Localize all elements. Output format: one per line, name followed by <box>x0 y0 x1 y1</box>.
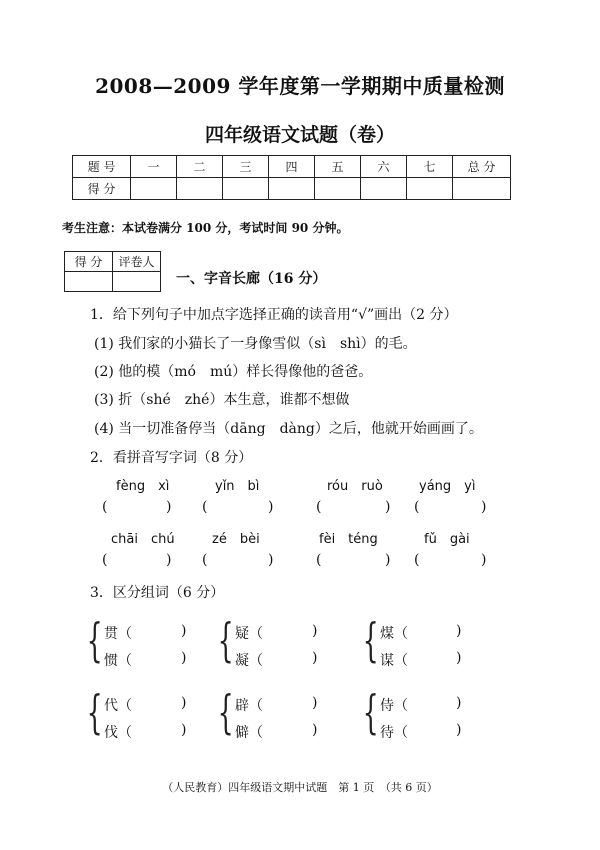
pinyin: zé bèi <box>212 532 260 547</box>
page-footer: （人民教育）四年级语文期中试题 第 1 页 （共 6 页） <box>162 781 438 794</box>
word-close: ) <box>456 722 462 738</box>
q1-item-4[interactable]: (4) 当一切准备停当（dāng dàng）之后，他就开始画画了。 <box>94 421 483 437</box>
pinyin: yǐn bì <box>215 479 260 494</box>
pinyin: yáng yì <box>419 479 476 494</box>
section-title: 一、字音长廊（16 分） <box>176 271 327 287</box>
grader-name-cell[interactable] <box>113 272 161 292</box>
score-cell[interactable] <box>177 178 223 200</box>
answer-paren-close: ) <box>268 552 274 568</box>
answer-paren-open[interactable]: ( <box>316 552 322 568</box>
score-cell[interactable] <box>131 178 177 200</box>
score-row-label: 得 分 <box>73 178 131 200</box>
score-cell[interactable] <box>407 178 453 200</box>
score-table-score-row <box>73 178 511 200</box>
brace-icon: { <box>362 685 379 739</box>
word-item[interactable]: 待（ <box>380 725 408 741</box>
word-item[interactable]: 侍（ <box>380 698 408 714</box>
score-col-6: 六 <box>361 156 407 178</box>
answer-paren-close: ) <box>268 499 274 515</box>
q1-item-2[interactable]: (2) 他的模（mó mú）样长得像他的爸爸。 <box>94 364 373 380</box>
word-close: ) <box>312 695 318 711</box>
pinyin: fèi téng <box>319 532 378 547</box>
pinyin: fǔ gài <box>424 532 470 547</box>
score-cell[interactable] <box>315 178 361 200</box>
word-close: ) <box>312 722 318 738</box>
word-item[interactable]: 煤（ <box>380 626 408 642</box>
q1-prompt: 1．给下列句子中加点字选择正确的读音用“√”画出（2 分） <box>90 307 458 323</box>
word-close: ) <box>181 695 187 711</box>
brace-icon: { <box>86 613 103 667</box>
answer-paren-open[interactable]: ( <box>102 552 108 568</box>
answer-paren-open[interactable]: ( <box>316 499 322 515</box>
answer-paren-open[interactable]: ( <box>102 499 108 515</box>
word-item[interactable]: 贯（ <box>104 626 132 642</box>
answer-paren-open[interactable]: ( <box>414 499 420 515</box>
q2-prompt: 2．看拼音写字词（8 分） <box>90 450 253 466</box>
answer-paren-open[interactable]: ( <box>414 552 420 568</box>
answer-paren-open[interactable]: ( <box>202 552 208 568</box>
word-close: ) <box>456 623 462 639</box>
score-cell[interactable] <box>269 178 315 200</box>
score-cell[interactable] <box>453 178 511 200</box>
score-col-2: 二 <box>177 156 223 178</box>
score-cell[interactable] <box>361 178 407 200</box>
word-close: ) <box>312 623 318 639</box>
pinyin: fèng xì <box>116 479 170 494</box>
exam-subtitle: 四年级语文试题（卷） <box>204 124 395 146</box>
answer-paren-close: ) <box>385 499 391 515</box>
score-col-7: 七 <box>407 156 453 178</box>
grader-name-label: 评卷人 <box>113 252 161 272</box>
q1-item-3[interactable]: (3) 折（shé zhé）本生意，谁都不想做 <box>94 392 350 408</box>
brace-icon: { <box>86 685 103 739</box>
answer-paren-open[interactable]: ( <box>202 499 208 515</box>
word-close: ) <box>456 650 462 666</box>
score-col-3: 三 <box>223 156 269 178</box>
word-item[interactable]: 惯（ <box>104 653 132 669</box>
grader-score-label: 得 分 <box>65 252 113 272</box>
word-item[interactable]: 谋（ <box>380 653 408 669</box>
brace-icon: { <box>362 613 379 667</box>
pinyin: chāi chú <box>111 532 175 547</box>
pinyin: róu ruò <box>327 479 383 494</box>
word-close: ) <box>456 695 462 711</box>
word-item[interactable]: 伐（ <box>104 725 132 741</box>
exam-title: 2008—2009 学年度第一学期期中质量检测 <box>95 74 505 98</box>
word-close: ) <box>181 650 187 666</box>
grader-score-cell[interactable] <box>65 272 113 292</box>
brace-icon: { <box>217 685 234 739</box>
exam-notice: 考生注意：本试卷满分 100 分，考试时间 90 分钟。 <box>62 221 349 235</box>
word-item[interactable]: 疑（ <box>235 626 263 642</box>
score-col-4: 四 <box>269 156 315 178</box>
score-col-1: 一 <box>131 156 177 178</box>
answer-paren-close: ) <box>166 499 172 515</box>
answer-paren-close: ) <box>481 499 487 515</box>
word-close: ) <box>181 623 187 639</box>
grader-box <box>64 251 161 292</box>
score-table <box>72 155 511 200</box>
word-item[interactable]: 辟（ <box>235 698 263 714</box>
score-col-total: 总 分 <box>453 156 511 178</box>
score-col-5: 五 <box>315 156 361 178</box>
answer-paren-close: ) <box>166 552 172 568</box>
q1-item-1[interactable]: (1) 我们家的小猫长了一身像雪似（sì shì）的毛。 <box>94 336 417 352</box>
word-close: ) <box>312 650 318 666</box>
word-item[interactable]: 凝（ <box>235 653 263 669</box>
q3-prompt: 3．区分组词（6 分） <box>90 585 225 601</box>
score-cell[interactable] <box>223 178 269 200</box>
word-item[interactable]: 代（ <box>104 698 132 714</box>
score-table-header-row <box>73 156 511 178</box>
answer-paren-close: ) <box>481 552 487 568</box>
word-close: ) <box>181 722 187 738</box>
brace-icon: { <box>217 613 234 667</box>
word-item[interactable]: 僻（ <box>235 725 263 741</box>
score-col-label: 题 号 <box>73 156 131 178</box>
answer-paren-close: ) <box>385 552 391 568</box>
